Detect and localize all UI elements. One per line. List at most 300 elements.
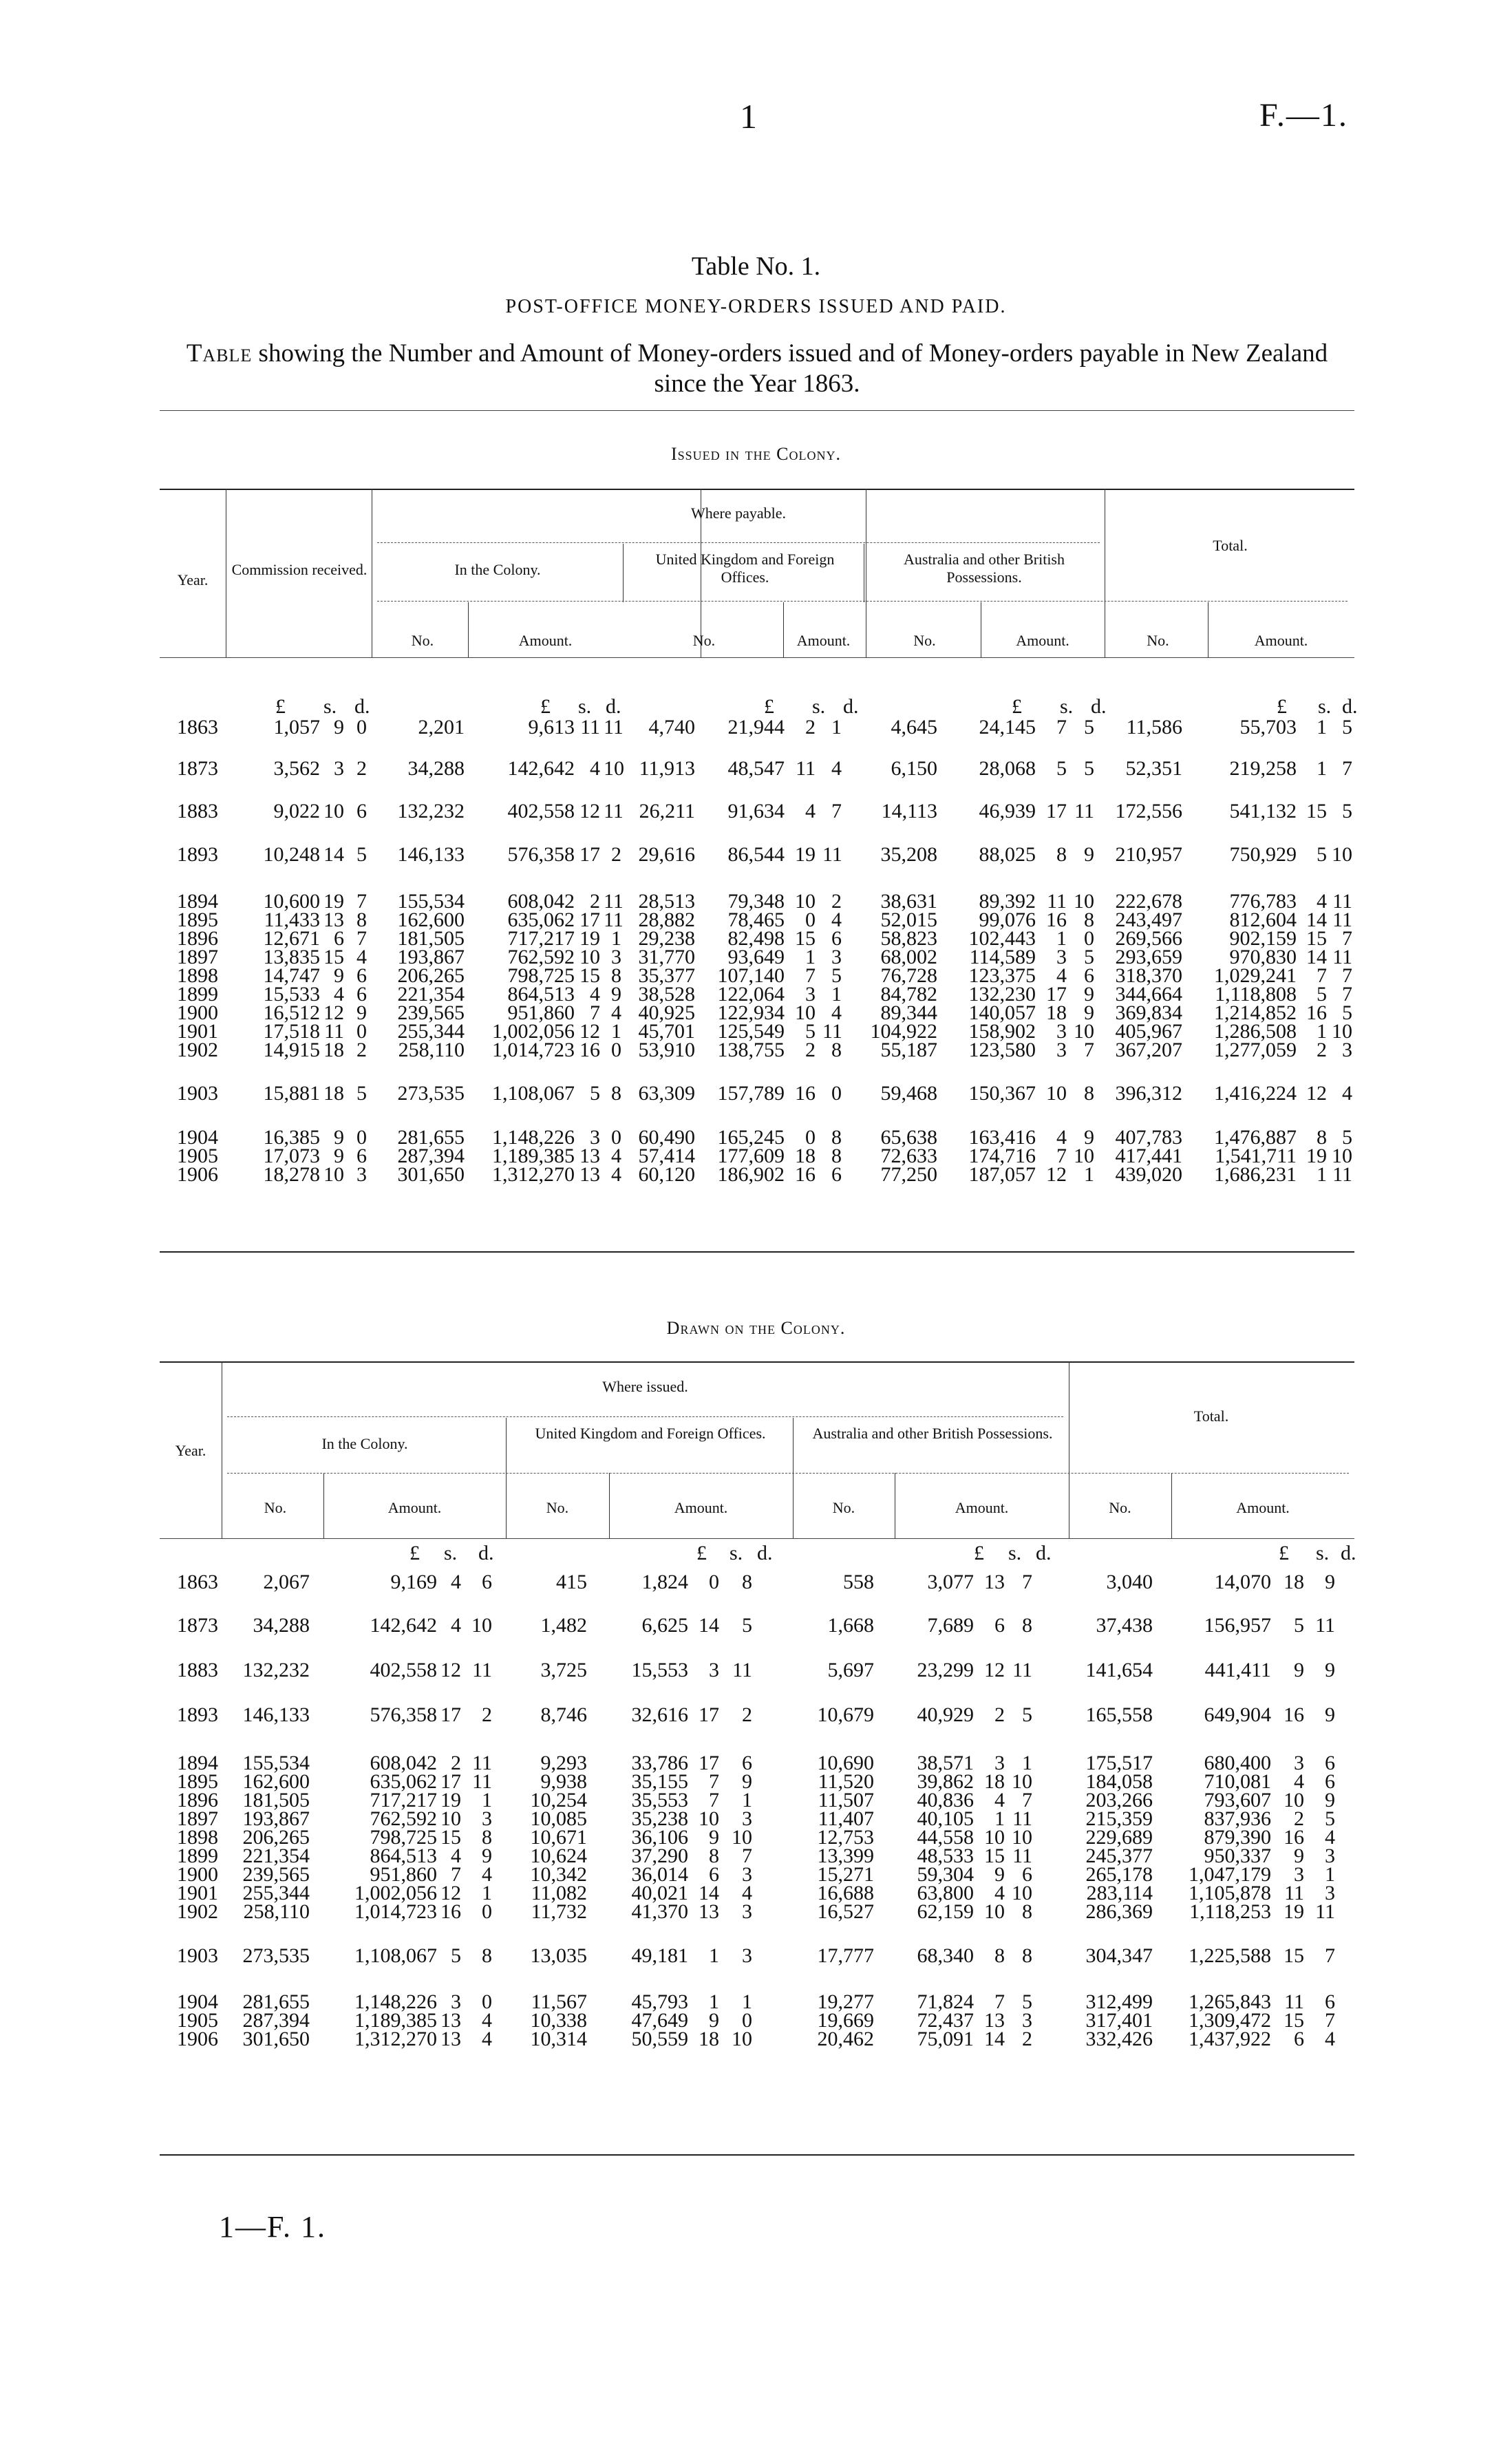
table-cell: 1,118,253 xyxy=(1189,1900,1271,1923)
table-cell: 402,558 xyxy=(370,1659,437,1681)
table-cell: 3 xyxy=(1325,1882,1335,1904)
table-cell: 162,600 xyxy=(242,1770,310,1793)
units-s-total: s. xyxy=(1316,1542,1330,1564)
table-cell: 10 xyxy=(1074,1145,1094,1167)
table-cell: 14 xyxy=(699,1882,719,1904)
table-cell: 9 xyxy=(709,1826,719,1849)
table-cell: 2 xyxy=(994,1703,1005,1726)
header-uk-amount: Amount. xyxy=(796,632,851,649)
table-cell: 6 xyxy=(1294,2028,1304,2050)
table-cell: 864,513 xyxy=(370,1845,437,1867)
table-cell: 10 xyxy=(1332,1020,1352,1043)
table-cell: 184,058 xyxy=(1085,1770,1153,1793)
table-cell: 71,824 xyxy=(917,1990,974,2013)
table-cell: 13 xyxy=(984,2009,1005,2032)
table-cell: 122,064 xyxy=(717,983,785,1006)
table-cell: 635,062 xyxy=(507,908,575,931)
table-cell: 1 xyxy=(482,1789,492,1811)
table-cell: 9 xyxy=(334,1145,344,1167)
table-cell: 10 xyxy=(1074,1020,1094,1043)
table-cell: 6 xyxy=(356,964,367,987)
table-rule xyxy=(160,489,1354,490)
header-in-colony: In the Colony. xyxy=(454,561,541,578)
table-cell: 18 xyxy=(323,1039,344,1061)
table-cell: 10 xyxy=(1046,1082,1067,1105)
divider xyxy=(160,410,1354,411)
table-cell: 123,580 xyxy=(968,1039,1036,1061)
table-cell: 9,613 xyxy=(528,716,575,738)
table-cell: 1,002,056 xyxy=(492,1020,575,1043)
table-cell: 10,314 xyxy=(530,2028,587,2050)
table-cell: 21,944 xyxy=(727,716,785,738)
table-cell: 3 xyxy=(742,1807,752,1830)
table-cell: 12 xyxy=(323,1001,344,1024)
table-cell: 4 xyxy=(611,1001,621,1024)
table-cell: 951,860 xyxy=(507,1001,575,1024)
table-cell: 26,211 xyxy=(639,800,695,822)
row-year: 1894 xyxy=(177,890,218,913)
table-cell: 19,277 xyxy=(817,1990,874,2013)
table-cell: 45,701 xyxy=(638,1020,695,1043)
table-cell: 417,441 xyxy=(1115,1145,1182,1167)
table-cell: 3 xyxy=(805,983,816,1006)
table-cell: 132,232 xyxy=(397,800,465,822)
table-cell: 3 xyxy=(1294,1752,1304,1774)
table-cell: 5 xyxy=(1294,1614,1304,1637)
table-cell: 181,505 xyxy=(242,1789,310,1811)
table-cell: 3 xyxy=(742,1863,752,1886)
table-cell: 4 xyxy=(831,908,842,931)
units-d-commission: d. xyxy=(354,695,370,718)
table-cell: 11,913 xyxy=(639,757,695,780)
table-cell: 649,904 xyxy=(1204,1703,1271,1726)
table-cell: 1,541,711 xyxy=(1215,1145,1297,1167)
table-cell: 35,553 xyxy=(631,1789,688,1811)
table-cell: 1 xyxy=(831,716,842,738)
table-cell: 4 xyxy=(590,983,600,1006)
table-cell: 11 xyxy=(822,1020,842,1043)
table-cell: 0 xyxy=(805,1126,816,1149)
table-cell: 402,558 xyxy=(507,800,575,822)
table-cell: 301,650 xyxy=(242,2028,310,2050)
table-cell: 1,148,226 xyxy=(492,1126,575,1149)
table-cell: 16 xyxy=(1046,908,1067,931)
table-cell: 86,544 xyxy=(727,843,785,866)
table-cell: 104,922 xyxy=(870,1020,937,1043)
table-cell: 2 xyxy=(742,1703,752,1726)
table-cell: 9 xyxy=(1294,1845,1304,1867)
table-cell: 7,689 xyxy=(927,1614,974,1637)
table-cell: 9 xyxy=(1084,1126,1094,1149)
table-cell: 1,277,059 xyxy=(1214,1039,1297,1061)
table-cell: 78,465 xyxy=(727,908,785,931)
table-cell: 3 xyxy=(1056,946,1067,968)
table-cell: 8 xyxy=(611,964,621,987)
table-cell: 102,443 xyxy=(968,927,1036,950)
table-cell: 1,108,067 xyxy=(354,1944,437,1967)
table-cell: 10,624 xyxy=(530,1845,587,1867)
table-cell: 286,369 xyxy=(1085,1900,1153,1923)
table-cell: 11 xyxy=(1332,1163,1352,1186)
table-cell: 17 xyxy=(440,1703,461,1726)
table-cell: 14 xyxy=(699,1614,719,1637)
table-cell: 6 xyxy=(334,927,344,950)
table-cell: 0 xyxy=(742,2009,752,2032)
table-cell: 1 xyxy=(1325,1863,1335,1886)
table-cell: 10,690 xyxy=(817,1752,874,1774)
table-cell: 15,533 xyxy=(263,983,320,1006)
table-cell: 680,400 xyxy=(1204,1752,1271,1774)
table-cell: 837,936 xyxy=(1204,1807,1271,1830)
table-cell: 2,067 xyxy=(263,1571,310,1593)
table-cell: 8 xyxy=(1084,1082,1094,1105)
table-cell: 11,407 xyxy=(818,1807,874,1830)
header-where-payable: Where payable. xyxy=(690,504,787,522)
table-cell: 12 xyxy=(1046,1163,1067,1186)
row-year: 1904 xyxy=(177,1990,218,2013)
header-where-issued: Where issued. xyxy=(602,1378,688,1395)
table-cell: 8 xyxy=(482,1826,492,1849)
table-cell: 165,558 xyxy=(1085,1703,1153,1726)
table-cell: 17 xyxy=(440,1770,461,1793)
table-cell: 89,392 xyxy=(979,890,1036,913)
table-cell: 4 xyxy=(482,2028,492,2050)
table-cell: 8 xyxy=(1022,1944,1032,1967)
footer-code: 1—F. 1. xyxy=(219,2210,326,2244)
table-rule xyxy=(160,657,1354,658)
table-cell: 2 xyxy=(805,1039,816,1061)
table-cell: 174,716 xyxy=(968,1145,1036,1167)
table-cell: 55,703 xyxy=(1239,716,1297,738)
table-cell: 16 xyxy=(440,1900,461,1923)
table-cell: 17 xyxy=(1046,983,1067,1006)
table-cell: 2 xyxy=(1294,1807,1304,1830)
table-cell: 11,082 xyxy=(531,1882,587,1904)
table-cell: 1,309,472 xyxy=(1189,2009,1271,2032)
row-year: 1895 xyxy=(177,908,218,931)
table-cell: 5 xyxy=(1084,716,1094,738)
units-d-uk: d. xyxy=(843,695,859,718)
table-cell: 48,533 xyxy=(917,1845,974,1867)
row-year: 1905 xyxy=(177,2009,218,2032)
table-cell: 3 xyxy=(611,946,621,968)
table-cell: 5 xyxy=(831,964,842,987)
table-cell: 864,513 xyxy=(507,983,575,1006)
table-cell: 7 xyxy=(709,1770,719,1793)
table-cell: 10 xyxy=(699,1807,719,1830)
table-cell: 4 xyxy=(482,1863,492,1886)
table-cell: 11 xyxy=(472,1770,492,1793)
table-cell: 7 xyxy=(742,1845,752,1867)
table-rule xyxy=(160,2154,1354,2156)
table-cell: 99,076 xyxy=(979,908,1036,931)
table-cell: 1 xyxy=(1022,1752,1032,1774)
table-cell: 63,800 xyxy=(917,1882,974,1904)
table-cell: 11,586 xyxy=(1126,716,1182,738)
table-cell: 1,668 xyxy=(827,1614,874,1637)
table-cell: 16 xyxy=(579,1039,600,1061)
table-cell: 10 xyxy=(1012,1770,1032,1793)
table-cell: 14 xyxy=(1306,946,1327,968)
table-cell: 902,159 xyxy=(1229,927,1297,950)
table-cell: 13 xyxy=(699,1900,719,1923)
table-cell: 17 xyxy=(579,843,600,866)
table-cell: 7 xyxy=(994,1990,1005,2013)
table-cell: 14,915 xyxy=(263,1039,320,1061)
table-cell: 1 xyxy=(1317,757,1327,780)
table-cell: 8 xyxy=(1056,843,1067,866)
table-cell: 162,600 xyxy=(397,908,465,931)
table-cell: 405,967 xyxy=(1115,1020,1182,1043)
table-cell: 18 xyxy=(795,1145,816,1167)
table-cell: 3 xyxy=(1022,2009,1032,2032)
table-cell: 11 xyxy=(1012,1659,1032,1681)
table-cell: 415 xyxy=(556,1571,587,1593)
table-cell: 17 xyxy=(1046,800,1067,822)
table-rule xyxy=(160,1361,1354,1363)
header-australia-no: No. xyxy=(832,1499,855,1516)
table-cell: 6 xyxy=(356,1145,367,1167)
table-cell: 0 xyxy=(356,716,367,738)
table-cell: 4 xyxy=(482,2009,492,2032)
header-in-colony-no: No. xyxy=(264,1499,287,1516)
units-s-uk: s. xyxy=(730,1542,743,1564)
row-year: 1863 xyxy=(177,1571,218,1593)
table-cell: 265,178 xyxy=(1085,1863,1153,1886)
table-cell: 5 xyxy=(356,1082,367,1105)
table-cell: 221,354 xyxy=(242,1845,310,1867)
units-d-uk: d. xyxy=(757,1542,773,1564)
table-cell: 3 xyxy=(742,1900,752,1923)
table-cell: 5 xyxy=(805,1020,816,1043)
units-pound-uk: £ xyxy=(764,695,774,718)
table-cell: 19 xyxy=(323,890,344,913)
table-cell: 79,348 xyxy=(727,890,785,913)
row-year: 1900 xyxy=(177,1001,218,1024)
table-cell: 17,073 xyxy=(263,1145,320,1167)
table-cell: 15,881 xyxy=(263,1082,320,1105)
table-cell: 11,567 xyxy=(531,1990,587,2013)
table-cell: 12 xyxy=(579,800,600,822)
table-cell: 3 xyxy=(1325,1845,1335,1867)
table-cell: 5 xyxy=(1342,800,1352,822)
column-divider xyxy=(506,1418,507,1538)
table-cell: 123,375 xyxy=(968,964,1036,987)
table-number: Table No. 1. xyxy=(691,252,821,281)
table-cell: 52,015 xyxy=(880,908,937,931)
table-cell: 3,077 xyxy=(927,1571,974,1593)
table-cell: 762,592 xyxy=(507,946,575,968)
table-cell: 9 xyxy=(1325,1659,1335,1681)
table-cell: 7 xyxy=(1342,983,1352,1006)
table-cell: 146,133 xyxy=(397,843,465,866)
units-s-in-colony: s. xyxy=(578,695,592,718)
table-cell: 4 xyxy=(1325,2028,1335,2050)
row-year: 1897 xyxy=(177,946,218,968)
table-cell: 11 xyxy=(1284,1882,1304,1904)
table-cell: 9,293 xyxy=(540,1752,587,1774)
table-cell: 4 xyxy=(451,1571,461,1593)
table-cell: 4 xyxy=(611,1163,621,1186)
table-cell: 11,507 xyxy=(818,1789,874,1811)
table-cell: 8 xyxy=(1084,908,1094,931)
table-cell: 132,230 xyxy=(968,983,1036,1006)
table-cell: 9 xyxy=(1325,1789,1335,1811)
row-year: 1893 xyxy=(177,1703,218,1726)
table-cell: 35,208 xyxy=(880,843,937,866)
table-cell: 40,021 xyxy=(631,1882,688,1904)
table-cell: 89,344 xyxy=(880,1001,937,1024)
table-cell: 1,312,270 xyxy=(354,2028,437,2050)
table-cell: 9 xyxy=(334,964,344,987)
table-cell: 8,746 xyxy=(540,1703,587,1726)
table-cell: 281,655 xyxy=(242,1990,310,2013)
table-cell: 317,401 xyxy=(1085,2009,1153,2032)
table-cell: 6 xyxy=(831,1163,842,1186)
table-cell: 11 xyxy=(1332,908,1352,931)
table-cell: 0 xyxy=(831,1082,842,1105)
header-divider xyxy=(227,1416,1063,1417)
table-cell: 0 xyxy=(611,1039,621,1061)
table-cell: 219,258 xyxy=(1229,757,1297,780)
table-cell: 5 xyxy=(1056,757,1067,780)
table-cell: 11,732 xyxy=(531,1900,587,1923)
table-cell: 8 xyxy=(1317,1126,1327,1149)
table-cell: 1 xyxy=(709,1990,719,2013)
table-cell: 7 xyxy=(709,1789,719,1811)
table-cell: 9 xyxy=(1084,983,1094,1006)
table-cell: 7 xyxy=(1325,2009,1335,2032)
table-cell: 0 xyxy=(805,908,816,931)
table-cell: 18 xyxy=(1046,1001,1067,1024)
table-cell: 951,860 xyxy=(370,1863,437,1886)
table-cell: 138,755 xyxy=(717,1039,785,1061)
table-cell: 13 xyxy=(440,2028,461,2050)
table-cell: 18 xyxy=(323,1082,344,1105)
table-cell: 3 xyxy=(709,1659,719,1681)
table-cell: 9 xyxy=(482,1845,492,1867)
table-cell: 10 xyxy=(323,1163,344,1186)
table-cell: 3 xyxy=(334,757,344,780)
table-cell: 15,271 xyxy=(817,1863,874,1886)
table-cell: 5 xyxy=(451,1944,461,1967)
table-cell: 163,416 xyxy=(968,1126,1036,1149)
table-cell: 11 xyxy=(732,1659,752,1681)
table-cell: 4 xyxy=(1294,1770,1304,1793)
table-cell: 19 xyxy=(1284,1900,1304,1923)
table-cell: 255,344 xyxy=(397,1020,465,1043)
table-cell: 5 xyxy=(1317,843,1327,866)
table-cell: 14 xyxy=(984,2028,1005,2050)
units-d-australia: d. xyxy=(1036,1542,1052,1564)
row-year: 1896 xyxy=(177,927,218,950)
table-cell: 157,789 xyxy=(717,1082,785,1105)
table-cell: 4 xyxy=(831,757,842,780)
units-d-total: d. xyxy=(1342,695,1358,718)
table-cell: 62,159 xyxy=(917,1900,974,1923)
row-year: 1903 xyxy=(177,1082,218,1105)
table-cell: 9 xyxy=(334,716,344,738)
table-cell: 28,882 xyxy=(638,908,695,931)
table-cell: 558 xyxy=(843,1571,874,1593)
header-australia-no: No. xyxy=(913,632,936,649)
table-cell: 7 xyxy=(1325,1944,1335,1967)
row-year: 1883 xyxy=(177,800,218,822)
table-cell: 6 xyxy=(1022,1863,1032,1886)
table-cell: 132,232 xyxy=(242,1659,310,1681)
table-cell: 12 xyxy=(984,1659,1005,1681)
table-cell: 57,414 xyxy=(638,1145,695,1167)
table-cell: 88,025 xyxy=(979,843,1036,866)
table-cell: 11 xyxy=(604,908,624,931)
table-cell: 269,566 xyxy=(1115,927,1182,950)
table-cell: 1,437,922 xyxy=(1189,2028,1271,2050)
table-cell: 107,140 xyxy=(717,964,785,987)
table-cell: 15 xyxy=(1306,800,1327,822)
table-cell: 17 xyxy=(699,1752,719,1774)
table-cell: 15 xyxy=(1284,2009,1304,2032)
header-australia-amount: Amount. xyxy=(955,1499,1009,1516)
header-total: Total. xyxy=(1213,537,1248,554)
table-cell: 10 xyxy=(984,1900,1005,1923)
table-cell: 165,245 xyxy=(717,1126,785,1149)
table-cell: 14,113 xyxy=(881,800,937,822)
table-cell: 2 xyxy=(356,1039,367,1061)
table-cell: 11 xyxy=(822,843,842,866)
table-cell: 1 xyxy=(994,1807,1005,1830)
table-cell: 8 xyxy=(831,1039,842,1061)
table-cell: 7 xyxy=(831,800,842,822)
table-cell: 3 xyxy=(831,946,842,968)
table-cell: 4,740 xyxy=(648,716,695,738)
table-cell: 38,571 xyxy=(917,1752,974,1774)
table-cell: 4 xyxy=(1317,890,1327,913)
table-cell: 11 xyxy=(1315,1614,1335,1637)
table-cell: 4 xyxy=(805,800,816,822)
table-cell: 6 xyxy=(1325,1990,1335,2013)
table-cell: 193,867 xyxy=(242,1807,310,1830)
table-cell: 287,394 xyxy=(397,1145,465,1167)
table-cell: 36,014 xyxy=(631,1863,688,1886)
table-cell: 12 xyxy=(579,1020,600,1043)
table-cell: 177,609 xyxy=(717,1145,785,1167)
table-cell: 75,091 xyxy=(917,2028,974,2050)
table-cell: 16,512 xyxy=(263,1001,320,1024)
table-cell: 1,118,808 xyxy=(1215,983,1297,1006)
header-in-colony: In the Colony. xyxy=(321,1435,408,1452)
table-cell: 58,823 xyxy=(880,927,937,950)
table-cell: 3 xyxy=(1056,1020,1067,1043)
table-cell: 13 xyxy=(440,2009,461,2032)
row-year: 1895 xyxy=(177,1770,218,1793)
header-uk-no: No. xyxy=(546,1499,569,1516)
table-cell: 193,867 xyxy=(397,946,465,968)
table-cell: 5 xyxy=(1325,1807,1335,1830)
column-divider xyxy=(623,544,624,602)
table-cell: 3 xyxy=(1294,1863,1304,1886)
table-cell: 16 xyxy=(1306,1001,1327,1024)
page-number: 1 xyxy=(740,97,757,136)
table-cell: 4,645 xyxy=(891,716,937,738)
table-cell: 4 xyxy=(451,1845,461,1867)
table-cell: 5 xyxy=(742,1614,752,1637)
table-cell: 10 xyxy=(1332,843,1352,866)
table-cell: 10 xyxy=(732,1826,752,1849)
header-uk-amount: Amount. xyxy=(674,1499,728,1516)
table-cell: 13 xyxy=(579,1163,600,1186)
table-cell: 13 xyxy=(323,908,344,931)
table-cell: 20,462 xyxy=(817,2028,874,2050)
